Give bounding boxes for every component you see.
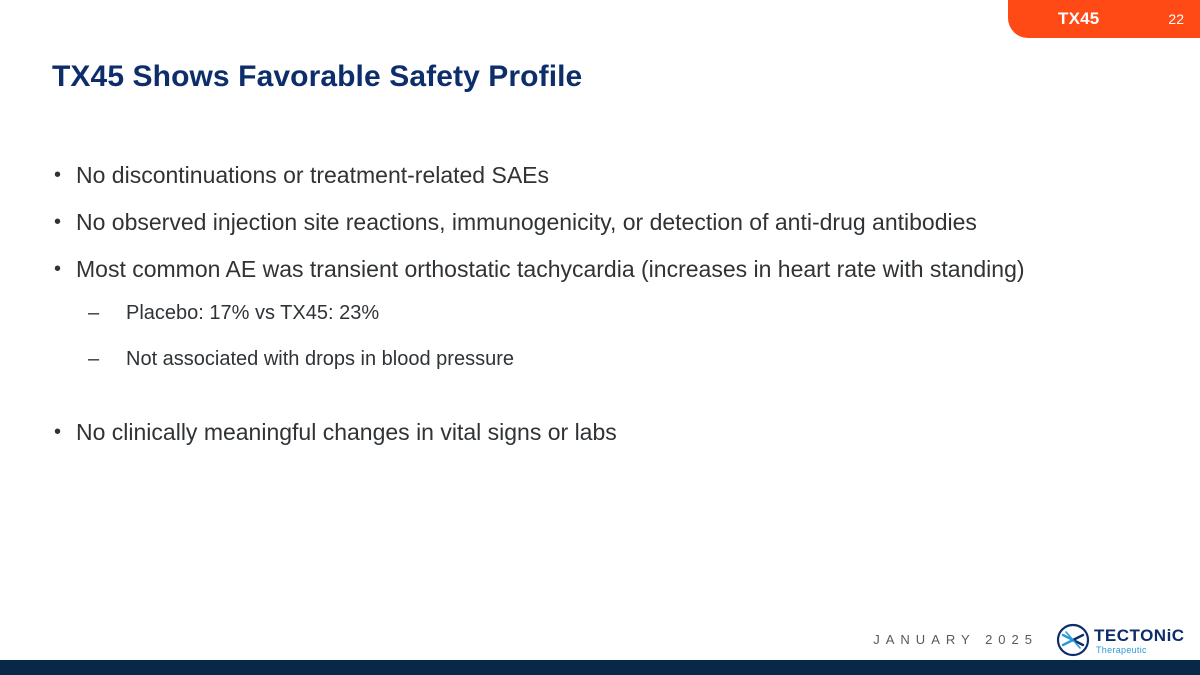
logo-mark-icon: [1056, 623, 1090, 657]
footer-date: JANUARY 2025: [873, 632, 1038, 647]
bullet-no-injection-reactions: • No observed injection site reactions, immunogenicity, or detection of anti-drug antibodies: [52, 207, 1052, 238]
sub-bullet-placebo-vs-tx45: – Placebo: 17% vs TX45: 23%: [52, 299, 1052, 327]
sub-bullet-blood-pressure: – Not associated with drops in blood pressure: [52, 345, 1052, 373]
page-number: 22: [1168, 11, 1184, 27]
sub-bullet-list: [52, 299, 1052, 373]
bullet-vital-signs: • No clinically meaningful changes in vital signs or labs: [52, 417, 1052, 448]
sub-bullet-container: [52, 299, 1052, 373]
company-logo: [1056, 623, 1184, 659]
logo-wordmark: TECTONiC: [1094, 626, 1185, 645]
bullet-most-common-ae: [52, 254, 1052, 285]
header-tab: [1008, 0, 1200, 38]
bullet-no-discontinuations: • No discontinuations or treatment-related SAEs: [52, 160, 1052, 191]
bottom-bar: [0, 660, 1200, 675]
slide-title: TX45 Shows Favorable Safety Profile: [52, 60, 583, 93]
bullet-list: [52, 160, 1052, 448]
logo-subtext: Therapeutic: [1096, 645, 1147, 655]
header-tab-label: TX45: [1058, 9, 1100, 28]
bullet-most-common-ae-text: Most common AE was transient orthostatic tachycardia (increases in heart rate with standing): [76, 256, 1025, 282]
